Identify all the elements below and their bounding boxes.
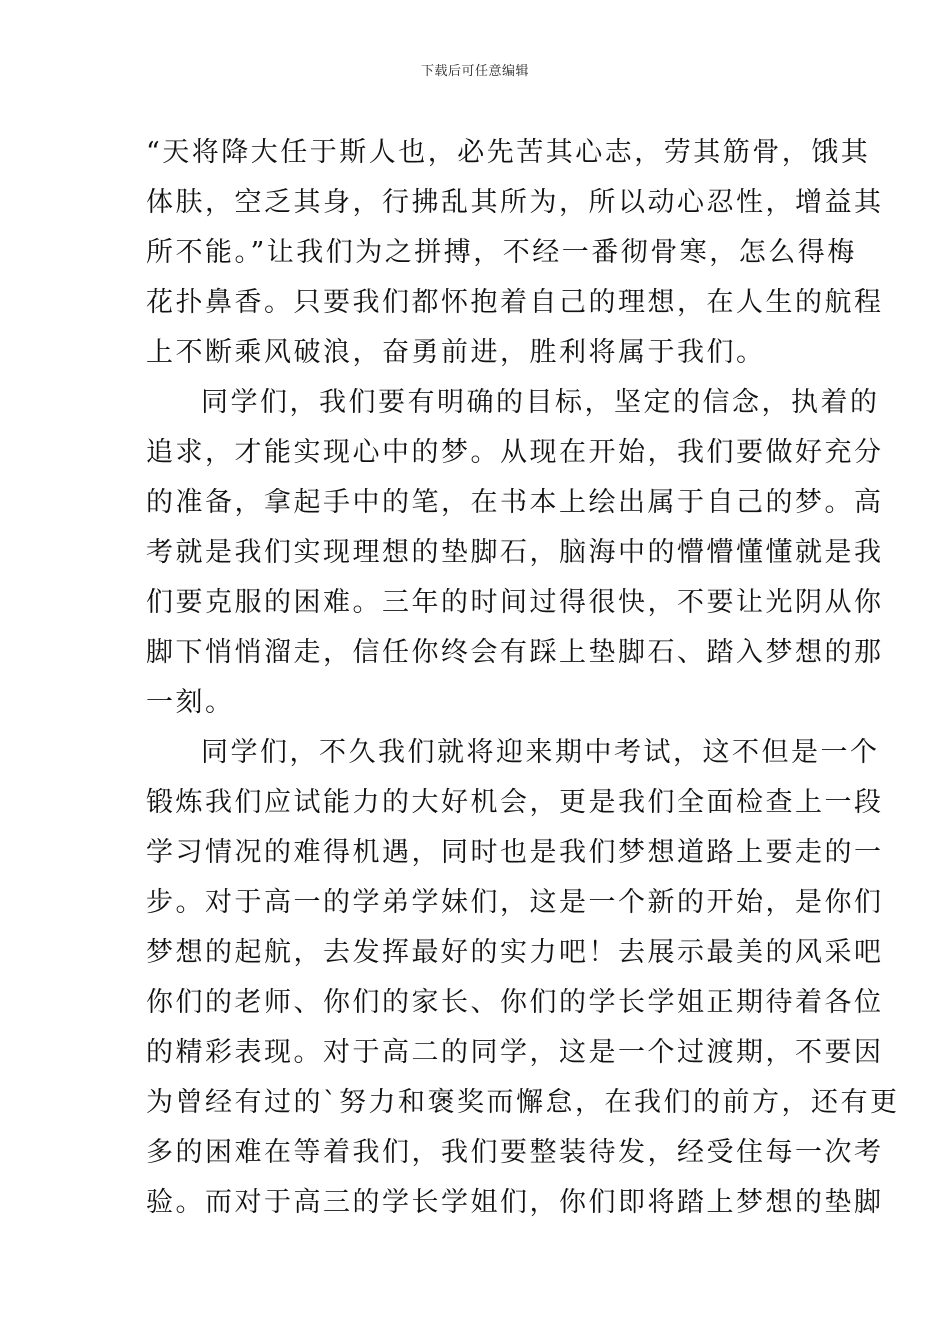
text-line: 上不断乘风破浪，奋勇前进，胜利将属于我们。 [146, 337, 766, 368]
text-line: 梦想的起航，去发挥最好的实力吧！去展示最美的风采吧 [146, 937, 884, 968]
text-line: 花扑鼻香。只要我们都怀抱着自己的理想，在人生的航程 [146, 287, 884, 318]
paragraph-first-line: 同学们，不久我们就将迎来期中考试，这不但是一个 [201, 737, 880, 768]
text-line: 体肤，空乏其身，行拂乱其所为，所以动心忍性，增益其 [146, 187, 884, 218]
text-line: 步。对于高一的学弟学妹们，这是一个新的开始，是你们 [146, 887, 884, 918]
text-line: 们要克服的困难。三年的时间过得很快，不要让光阴从你 [146, 587, 884, 618]
text-line: 你们的老师、你们的家长、你们的学长学姐正期待着各位 [146, 987, 884, 1018]
text-line: 多的困难在等着我们，我们要整装待发，经受住每一次考 [146, 1137, 884, 1168]
text-line: “天将降大任于斯人也，必先苦其心志，劳其筋骨，饿其 [146, 137, 871, 168]
text-line: 追求，才能实现心中的梦。从现在开始，我们要做好充分 [146, 437, 884, 468]
text-line: 验。而对于高三的学长学姐们，你们即将踏上梦想的垫脚 [146, 1187, 884, 1218]
text-line: 一刻。 [146, 687, 235, 718]
text-line: 所不能。”让我们为之拼搏，不经一番彻骨寒，怎么得梅 [146, 237, 857, 268]
page-header: 下载后可任意编辑 [420, 64, 529, 79]
text-line: 考就是我们实现理想的垫脚石，脑海中的懵懵懂懂就是我 [146, 537, 884, 568]
text-line: 学习情况的难得机遇，同时也是我们梦想道路上要走的一 [146, 837, 884, 868]
paragraph-first-line: 同学们，我们要有明确的目标，坚定的信念，执着的 [201, 387, 880, 418]
text-line: 的准备，拿起手中的笔，在书本上绘出属于自己的梦。高 [146, 487, 884, 518]
text-line: 的精彩表现。对于高二的同学，这是一个过渡期，不要因 [146, 1037, 884, 1068]
body-text [146, 128, 900, 1228]
text-line: 为曾经有过的`努力和褒奖而懈怠，在我们的前方，还有更 [146, 1087, 900, 1118]
text-line: 锻炼我们应试能力的大好机会，更是我们全面检查上一段 [146, 787, 884, 818]
text-line: 脚下悄悄溜走，信任你终会有踩上垫脚石、踏入梦想的那 [146, 637, 884, 668]
